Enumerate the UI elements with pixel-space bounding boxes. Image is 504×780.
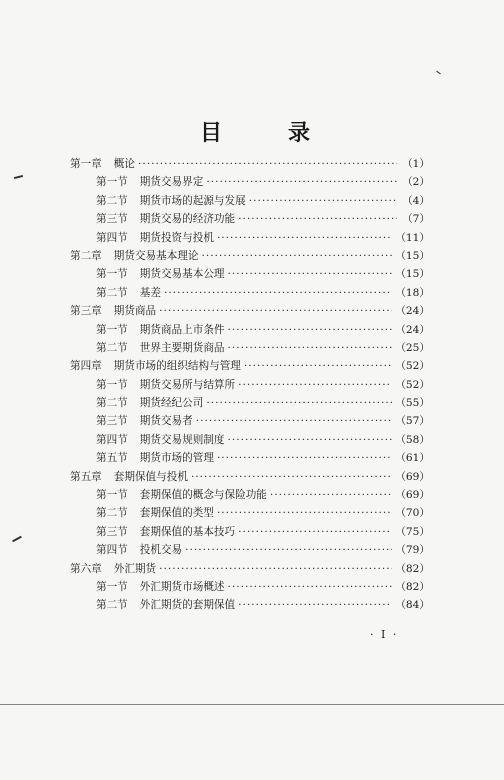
toc-chapter-row (70, 358, 430, 376)
toc-section-row (70, 487, 430, 505)
scan-edge-line (0, 704, 504, 705)
toc-page-number: （58） (395, 433, 430, 446)
toc-chapter-row (70, 561, 430, 579)
toc-chapter-row (70, 248, 430, 266)
toc-entry-number: 第三节 (96, 213, 128, 226)
toc-entry-title: 基差 (139, 286, 161, 299)
toc-dot-leader (217, 232, 392, 244)
toc-page-number: （15） (395, 249, 430, 262)
scan-mark (12, 536, 22, 542)
toc-entry-number: 第一节 (96, 323, 128, 336)
toc-chapter-row (70, 469, 430, 487)
toc-dot-leader (217, 507, 392, 519)
toc-page-number: （4） (402, 194, 430, 207)
toc-dot-leader (202, 250, 393, 262)
toc-page-number: （75） (395, 525, 430, 538)
toc-entry-title: 套期保值与投机 (113, 470, 188, 483)
title-char-2: 录 (287, 120, 310, 146)
toc-chapter-row (70, 156, 430, 174)
page-title (200, 116, 310, 147)
toc-entry-number: 第二节 (96, 194, 128, 207)
toc-page-number: （24） (395, 323, 430, 336)
toc-entry-number: 第二节 (96, 341, 128, 354)
toc-entry-title: 期货经纪公司 (139, 397, 204, 410)
toc-dot-leader (164, 287, 392, 299)
toc-entry-title: 外汇期货 (113, 562, 157, 575)
toc-dot-leader (159, 563, 392, 575)
toc-page-number: （11） (395, 231, 430, 244)
toc-section-row (70, 524, 430, 542)
toc-entry-title: 期货市场的管理 (139, 452, 214, 465)
toc-entry-title: 期货交易所与结算所 (139, 378, 236, 391)
toc-entry-title: 期货商品 (113, 305, 157, 318)
toc-page-number: （24） (395, 305, 430, 318)
toc-entry-number: 第五章 (70, 470, 102, 483)
toc-entry-number: 第四章 (70, 360, 102, 373)
toc-entry-number: 第二章 (70, 249, 102, 262)
toc-entry-number: 第二节 (96, 397, 128, 410)
toc-page-number: （84） (395, 599, 430, 612)
toc-dot-leader (238, 213, 397, 225)
toc-entry-number: 第三章 (70, 305, 102, 318)
toc-entry-title: 外汇期货的套期保值 (139, 599, 236, 612)
toc-dot-leader (238, 379, 392, 391)
toc-section-row (70, 395, 430, 413)
toc-dot-leader (249, 195, 397, 207)
toc-dot-leader (238, 526, 392, 538)
toc-entry-number: 第一章 (70, 158, 102, 170)
toc-entry-title: 期货交易基本理论 (113, 249, 199, 262)
toc-page-number: （69） (395, 470, 430, 483)
toc-section-row (70, 230, 430, 248)
toc-page-number: （7） (402, 213, 430, 226)
toc-page-number: （70） (395, 507, 430, 520)
toc-dot-leader (191, 471, 392, 483)
toc-dot-leader (185, 544, 392, 556)
toc-entry-title: 期货交易基本公理 (139, 268, 225, 281)
toc-section-row (70, 413, 430, 431)
toc-entry-title: 期货投资与投机 (139, 231, 214, 244)
toc-dot-leader (244, 360, 392, 372)
toc-dot-leader (228, 581, 393, 593)
toc-page-number: （15） (395, 268, 430, 281)
scan-mark (436, 71, 441, 75)
toc-entry-title: 期货交易的经济功能 (139, 213, 236, 226)
toc-page-number: （25） (395, 341, 430, 354)
toc-page-number: （1） (402, 158, 430, 170)
toc-entry-title: 期货商品上市条件 (139, 323, 225, 336)
toc-entry-title: 期货市场的起源与发展 (139, 194, 246, 207)
toc-entry-title: 世界主要期货商品 (139, 341, 225, 354)
toc-chapter-row (70, 303, 430, 321)
toc-section-row (70, 211, 430, 229)
toc-section-row (70, 340, 430, 358)
toc-page-number: （79） (395, 544, 430, 557)
toc-section-row (70, 579, 430, 597)
toc-section-row (70, 432, 430, 450)
toc-page-number: （55） (395, 397, 430, 410)
toc-entry-number: 第一节 (96, 378, 128, 391)
toc-dot-leader (228, 268, 393, 280)
toc-page-number: （52） (395, 360, 430, 373)
toc-entry-title: 概论 (113, 158, 135, 170)
toc-entry-title: 期货市场的组织结构与管理 (113, 360, 241, 373)
toc-entry-number: 第二节 (96, 507, 128, 520)
toc-entry-title: 期货交易规则制度 (139, 433, 225, 446)
toc-page-number: （52） (395, 378, 430, 391)
toc-page-number: （82） (395, 562, 430, 575)
toc-section-row (70, 193, 430, 211)
toc-entry-title: 套期保值的类型 (139, 507, 214, 520)
toc-entry-number: 第一节 (96, 176, 128, 189)
toc-page-number: （57） (395, 415, 430, 428)
title-char-1: 目 (200, 120, 223, 146)
toc-section-row (70, 505, 430, 523)
toc-entry-title: 套期保值的概念与保险功能 (139, 489, 267, 502)
page-number: · I · (370, 628, 399, 641)
toc-entry-title: 投机交易 (139, 544, 183, 557)
toc-entry-title: 套期保值的基本技巧 (139, 525, 236, 538)
toc-section-row (70, 597, 430, 615)
toc-page-number: （18） (395, 286, 430, 299)
toc-entry-number: 第一节 (96, 489, 128, 502)
toc-dot-leader (206, 397, 392, 409)
toc-page-number: （82） (395, 580, 430, 593)
scan-mark (14, 175, 23, 179)
table-of-contents (70, 156, 430, 616)
toc-entry-number: 第一节 (96, 580, 128, 593)
toc-section-row (70, 542, 430, 560)
toc-dot-leader (196, 415, 393, 427)
toc-dot-leader (217, 452, 392, 464)
toc-entry-title: 外汇期货市场概述 (139, 580, 225, 593)
toc-entry-number: 第二节 (96, 286, 128, 299)
toc-dot-leader (159, 305, 392, 317)
toc-entry-number: 第一节 (96, 268, 128, 281)
toc-section-row (70, 285, 430, 303)
toc-entry-title: 期货交易者 (139, 415, 193, 428)
toc-entry-number: 第三节 (96, 415, 128, 428)
toc-page-number: （61） (395, 452, 430, 465)
toc-page-number: （2） (402, 176, 430, 189)
toc-dot-leader (206, 176, 397, 188)
toc-dot-leader (228, 342, 393, 354)
toc-entry-number: 第五节 (96, 452, 128, 465)
toc-section-row (70, 174, 430, 192)
toc-entry-number: 第四节 (96, 544, 128, 557)
toc-entry-number: 第四节 (96, 433, 128, 446)
toc-entry-number: 第六章 (70, 562, 102, 575)
toc-section-row (70, 266, 430, 284)
toc-dot-leader (228, 434, 393, 446)
toc-dot-leader (138, 158, 397, 170)
toc-entry-number: 第四节 (96, 231, 128, 244)
toc-entry-number: 第二节 (96, 599, 128, 612)
toc-entry-title: 期货交易界定 (139, 176, 204, 189)
toc-dot-leader (238, 599, 392, 611)
toc-section-row (70, 322, 430, 340)
toc-section-row (70, 450, 430, 468)
toc-dot-leader (270, 489, 392, 501)
toc-dot-leader (228, 324, 393, 336)
toc-entry-number: 第三节 (96, 525, 128, 538)
toc-page-number: （69） (395, 489, 430, 502)
toc-section-row (70, 377, 430, 395)
